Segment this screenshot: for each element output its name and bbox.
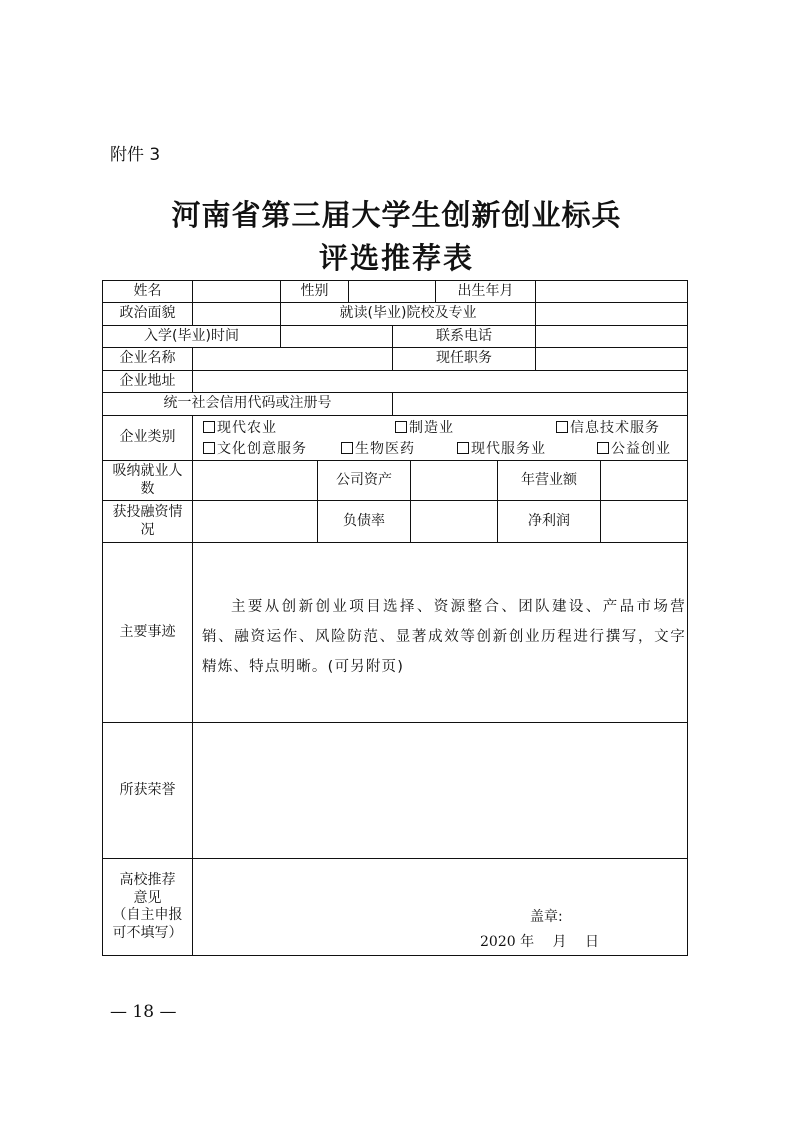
phone-input-cell[interactable] (536, 326, 687, 347)
revenue-label: 年营业额 (521, 471, 577, 488)
debt-ratio-label: 负债率 (343, 512, 385, 529)
political-input-cell[interactable] (193, 303, 280, 325)
enroll-time-input-cell[interactable] (281, 326, 392, 347)
company-name-input-cell[interactable] (193, 348, 392, 370)
date-line[interactable]: 2020 年 月 日 (480, 934, 599, 950)
net-profit-input-cell[interactable] (601, 501, 687, 542)
position-label: 现任职务 (436, 350, 492, 367)
attachment-label: 附件 3 (110, 145, 161, 165)
company-address-label: 企业地址 (119, 372, 176, 389)
school-opinion-label (103, 859, 192, 955)
employment-label: 吸纳就业人数 (112, 463, 183, 497)
category-option-culture[interactable]: 文化创意服务 (203, 438, 307, 458)
credit-code-input-cell[interactable] (393, 393, 687, 415)
company-type-label: 企业类别 (119, 429, 176, 446)
school-major-input-cell[interactable] (536, 303, 687, 325)
main-deeds-instructions[interactable]: 主要从创新创业项目选择、资源整合、团队建设、产品市场营销、融资运作、风险防范、显著成效等创新创业历程进行撰写，文字精炼、特点明晰。(可另附页) (202, 599, 686, 675)
checkbox-icon (556, 421, 568, 433)
school-opinion-line1: 高校推荐 (119, 872, 176, 888)
assets-input-cell[interactable] (411, 461, 497, 500)
political-label: 政治面貌 (119, 305, 176, 322)
company-address-input-cell[interactable] (193, 371, 687, 392)
table-border-right (687, 280, 688, 956)
net-profit-label: 净利润 (528, 512, 570, 529)
phone-label: 联系电话 (436, 327, 492, 344)
name-label: 姓名 (133, 282, 162, 299)
category-option-it-service[interactable]: 信息技术服务 (556, 417, 660, 437)
school-opinion-line2: 意见 (133, 889, 162, 906)
gender-input-cell[interactable] (349, 281, 435, 302)
checkbox-icon (597, 442, 609, 454)
checkbox-icon (395, 421, 407, 433)
form-title-line1: 河南省第三届大学生创新创业标兵 (171, 198, 622, 232)
school-opinion-line3: （自主申报 (112, 907, 183, 923)
table-border-bottom (102, 955, 688, 956)
category-option-modern-service[interactable]: 现代服务业 (457, 438, 546, 458)
credit-code-label: 统一社会信用代码或注册号 (163, 395, 332, 412)
name-input-cell[interactable] (193, 281, 280, 302)
seal-label: 盖章: (530, 909, 563, 925)
school-opinion-line4: 可不填写） (112, 924, 183, 941)
col-line (192, 415, 193, 460)
form-title-line2: 评选推荐表 (318, 241, 474, 275)
birth-label: 出生年月 (457, 282, 514, 299)
honors-input-cell[interactable] (193, 723, 687, 858)
debt-ratio-input-cell[interactable] (411, 501, 497, 542)
financing-label: 获投融资情况 (112, 504, 183, 538)
company-name-label: 企业名称 (119, 350, 176, 367)
position-input-cell[interactable] (536, 348, 687, 370)
checkbox-icon (341, 442, 353, 454)
page-number: — 18 — (110, 1002, 177, 1022)
assets-label: 公司资产 (336, 471, 392, 488)
gender-label: 性别 (300, 282, 329, 299)
main-deeds-label: 主要事迹 (119, 623, 176, 640)
enroll-time-label: 入学(毕业)时间 (144, 327, 239, 344)
category-option-biomedicine[interactable]: 生物医药 (341, 438, 415, 458)
category-option-agriculture[interactable]: 现代农业 (203, 417, 277, 437)
financing-input-cell[interactable] (193, 501, 317, 542)
checkbox-icon (457, 442, 469, 454)
checkbox-icon (203, 421, 215, 433)
category-option-public-welfare[interactable]: 公益创业 (597, 438, 671, 458)
school-major-label: 就读(毕业)院校及专业 (339, 305, 477, 322)
revenue-input-cell[interactable] (601, 461, 687, 500)
employment-input-cell[interactable] (193, 461, 317, 500)
honors-label: 所获荣誉 (119, 781, 176, 798)
category-option-manufacturing[interactable]: 制造业 (395, 417, 454, 437)
birth-input-cell[interactable] (536, 281, 687, 302)
checkbox-icon (203, 442, 215, 454)
